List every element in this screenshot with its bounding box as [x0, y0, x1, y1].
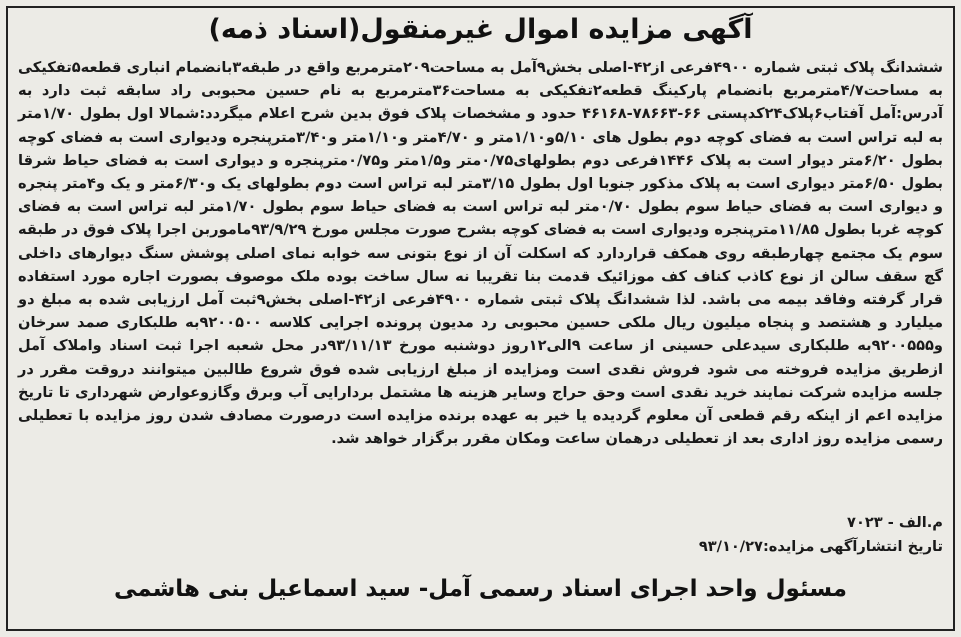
publish-date: تاریخ انتشارآگهی مزایده:۹۳/۱۰/۲۷: [698, 538, 943, 555]
notice-body-text: ششدانگ پلاک ثبتی شماره ۴۹۰۰فرعی از۴۲-اصلی بخش۹آمل به مساحت۲۰۹مترمربع واقع در طبقه۳بانضمام انباری قطعه۵تفکیکی به مساحت۴/۷مترمربع بانضمام پارکینگ قطعه۲تفکیکی به مساحت۳۶مترمربع به نام حسین محبوبی راد سابقه ثبت دارد به آدرس:آمل آفتاب۶پلاک۲۴کدپستی ۶۶-۷۸۶۶۳-۴۶۱۶۸ حدود و مشخصات پلاک فوق بدین شرح اعلام میگردد:شمالا اول بطول ۱/۷۰متر به لبه تراس است به فضای کوچه دوم بطول های ۵/۱۰و۱/۱۰متر و ۴/۷۰متر و۱/۱۰متر و۳/۴۰مترپنجره ودیواری است به فضای کوچه بطول ۶/۲۰متر دیوار است به پلاک ۱۴۴۶فرعی دوم بطولهای۰/۷۵متر و۱/۵متر و۰/۷۵مترپنجره و دیواری است به فضای حیاط شرقا بطول ۶/۵۰متر دیواری است به پلاک مذکور جنوبا اول بطول ۳/۱۵متر لبه تراس است دوم بطولهای یک و۶/۳۰متر و یک و۴متر پنجره و دیواری است به فضای حیاط سوم بطول ۰/۷۰متر لبه تراس است به فضای حیاط سوم بطول ۱/۷۰متر لبه تراس است به فضای کوچه غربا بطول ۱۱/۸۵مترپنجره ودیواری است به فضای کوچه بشرح صورت مجلس مورخ ۹۳/۹/۲۹ماموربن اجرا پلاک فوق در طبقه سوم یک مجتمع چهارطبقه روی همکف قراردارد که اسکلت آن از نوع بتونی سه خوابه نمای اصلی پوشش سنگ دیوارهای داخلی گچ سقف سالن از نوع کاذب کناف کف موزائیک قدمت بنا تقریبا نه سال ساخت بوده ملک موصوف بصورت اجاره مورد استفاده قرار گرفته وفاقد بیمه می باشد. لذا ششدانگ پلاک ثبتی شماره ۴۹۰۰فرعی از۴۲-اصلی بخش۹ثبت آمل ارزیابی شده به مبلغ دو میلیارد و هشتصد و پنجاه میلیون ریال ملکی حسین محبوبی رد مدیون پرونده اجرایی کلاسه ۹۲۰۰۵۰۰به طلبکاری صمد سرخان و۹۲۰۰۵۵۵به طلبکاری سیدعلی حسینی از ساعت ۹الی۱۲روز دوشنبه مورخ ۹۳/۱۱/۱۳در محل شعبه اجرا ثبت اسناد واملاک آمل ازطریق مزایده فروخته می شود فروش نقدی است ومزایده از مبلغ ارزیابی شده فوق شروع طالبین میتوانند دروقت مقرر در جلسه مزایده شرکت نمایند خرید نقدی است وحق حراج وسایر هزینه ها مشتمل بردارایی آب وبرق وگازوعوارض شهرداری تا تاریخ مزایده اعم از اینکه رقم قطعی آن معلوم گردیده یا خیر به عهده برنده مزایده است درصورت مصادف شدن روز مزایده با تعطیلی رسمی مزایده روز اداری بعد از تعطیلی درهمان ساعت ومکان مقرر برگزار خواهد شد.: [18, 59, 944, 448]
notice-code: م.الف - ۷۰۲۳: [847, 514, 943, 531]
signature: مسئول واحد اجرای اسناد رسمی آمل- سید اسماعیل بنی هاشمی: [114, 576, 847, 602]
notice-title: آگهی مزایده اموال غیرمنقول(اسناد ذمه): [208, 14, 753, 45]
notice-body: [18, 56, 943, 450]
